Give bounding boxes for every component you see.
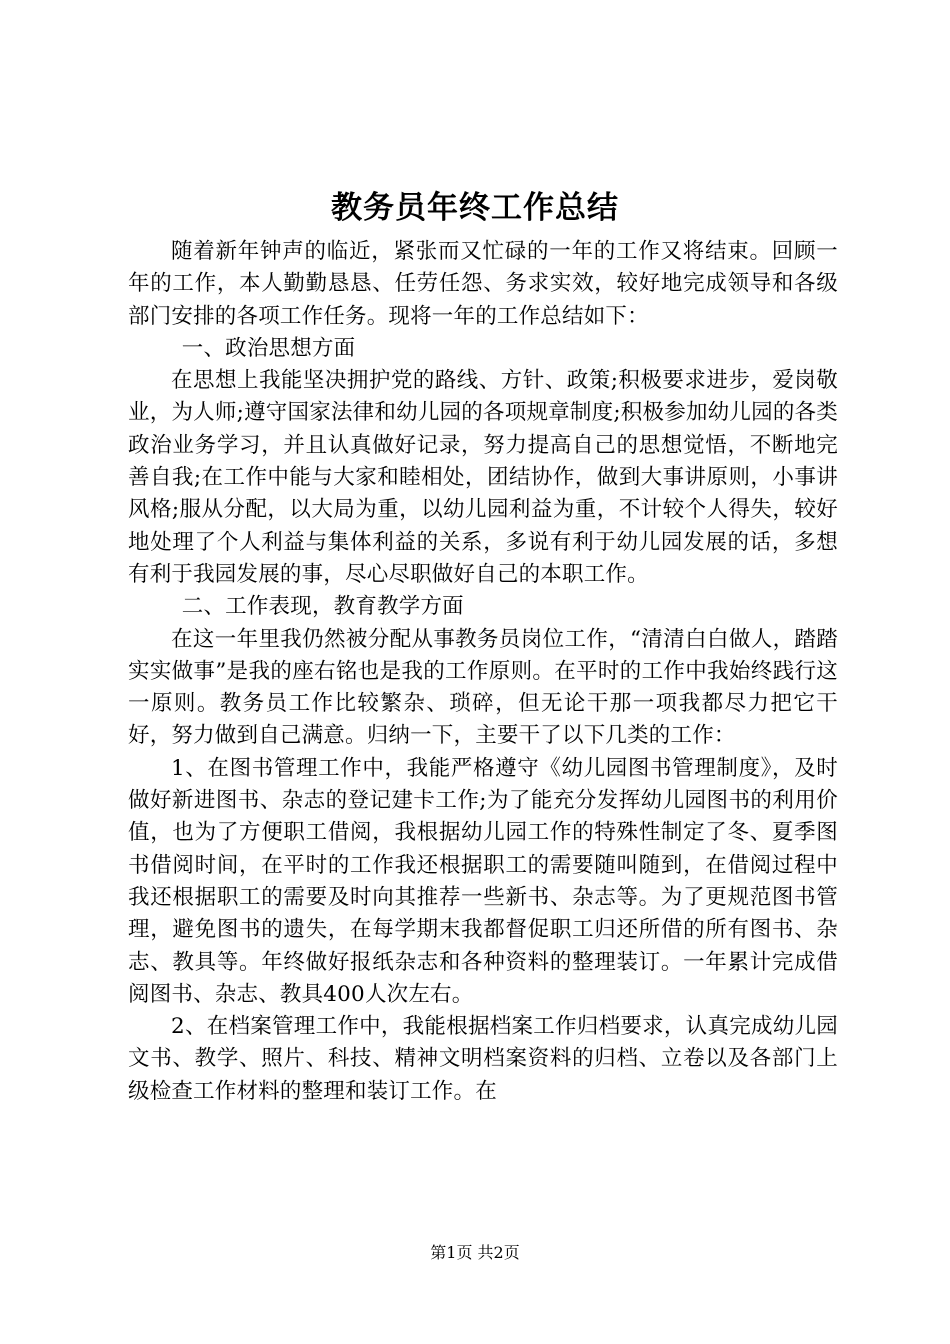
document-body [128, 236, 838, 1108]
document-title: 教务员年终工作总结 [331, 190, 619, 226]
archive-paragraph: 2、在档案管理工作中，我能根据档案工作归档要求，认真完成幼儿园文书、教学、照片、科技、精神文明档案资料的归档、立卷以及各部门上级检查工作材料的整理和装订工作。在 [128, 1014, 838, 1104]
library-paragraph: 1、在图书管理工作中，我能严格遵守《幼儿园图书管理制度》，及时做好新进图书、杂志的登记建卡工作;为了能充分发挥幼儿园图书的利用价值，也为了方便职工借阅，我根据幼儿园工作的特殊性制定了冬、夏季图书借阅时间，在平时的工作我还根据职工的需要随叫随到，在借阅过程中我还根据职工的需要及时向其推荐一些新书、杂志等。为了更规范图书管理，避免图书的遗失，在每学期末我都督促职工归还所借的所有图书、杂志、教具等。年终做好报纸杂志和各种资料的整理装订。一年累计完成借阅图书、杂志、教具400人次左右。 [128, 755, 838, 1007]
section-heading-political: 一、政治思想方面 [181, 335, 356, 361]
work-paragraph: 在这一年里我仍然被分配从事教务员岗位工作，“清清白白做人，踏踏实实做事”是我的座右铭也是我的工作原则。在平时的工作中我始终践行这一原则。教务员工作比较繁杂、琐碎，但无论干那一项我都尽力把它干好，努力做到自己满意。归纳一下，主要干了以下几类的工作： [128, 626, 838, 749]
section-heading-work: 二、工作表现，教育教学方面 [181, 594, 464, 620]
political-paragraph: 在思想上我能坚决拥护党的路线、方针、政策;积极要求进步，爱岗敬业，为人师;遵守国家法律和幼儿园的各项规章制度;积极参加幼儿园的各类政治业务学习，并且认真做好记录，努力提高自己的思想觉悟，不断地完善自我;在工作中能与大家和睦相处，团结协作，做到大事讲原则，小事讲风格;服从分配，以大局为重，以幼儿园利益为重，不计较个人得失，较好地处理了个人利益与集体利益的关系，多说有利于幼儿园发展的话，多想有利于我园发展的事，尽心尽职做好自己的本职工作。 [128, 368, 838, 587]
page-number: 第1页 共2页 [430, 1243, 520, 1262]
intro-paragraph: 随着新年钟声的临近，紧张而又忙碌的一年的工作又将结束。回顾一年的工作，本人勤勤恳恳、任劳任怨、务求实效，较好地完成领导和各级部门安排的各项工作任务。现将一年的工作总结如下： [128, 239, 838, 329]
